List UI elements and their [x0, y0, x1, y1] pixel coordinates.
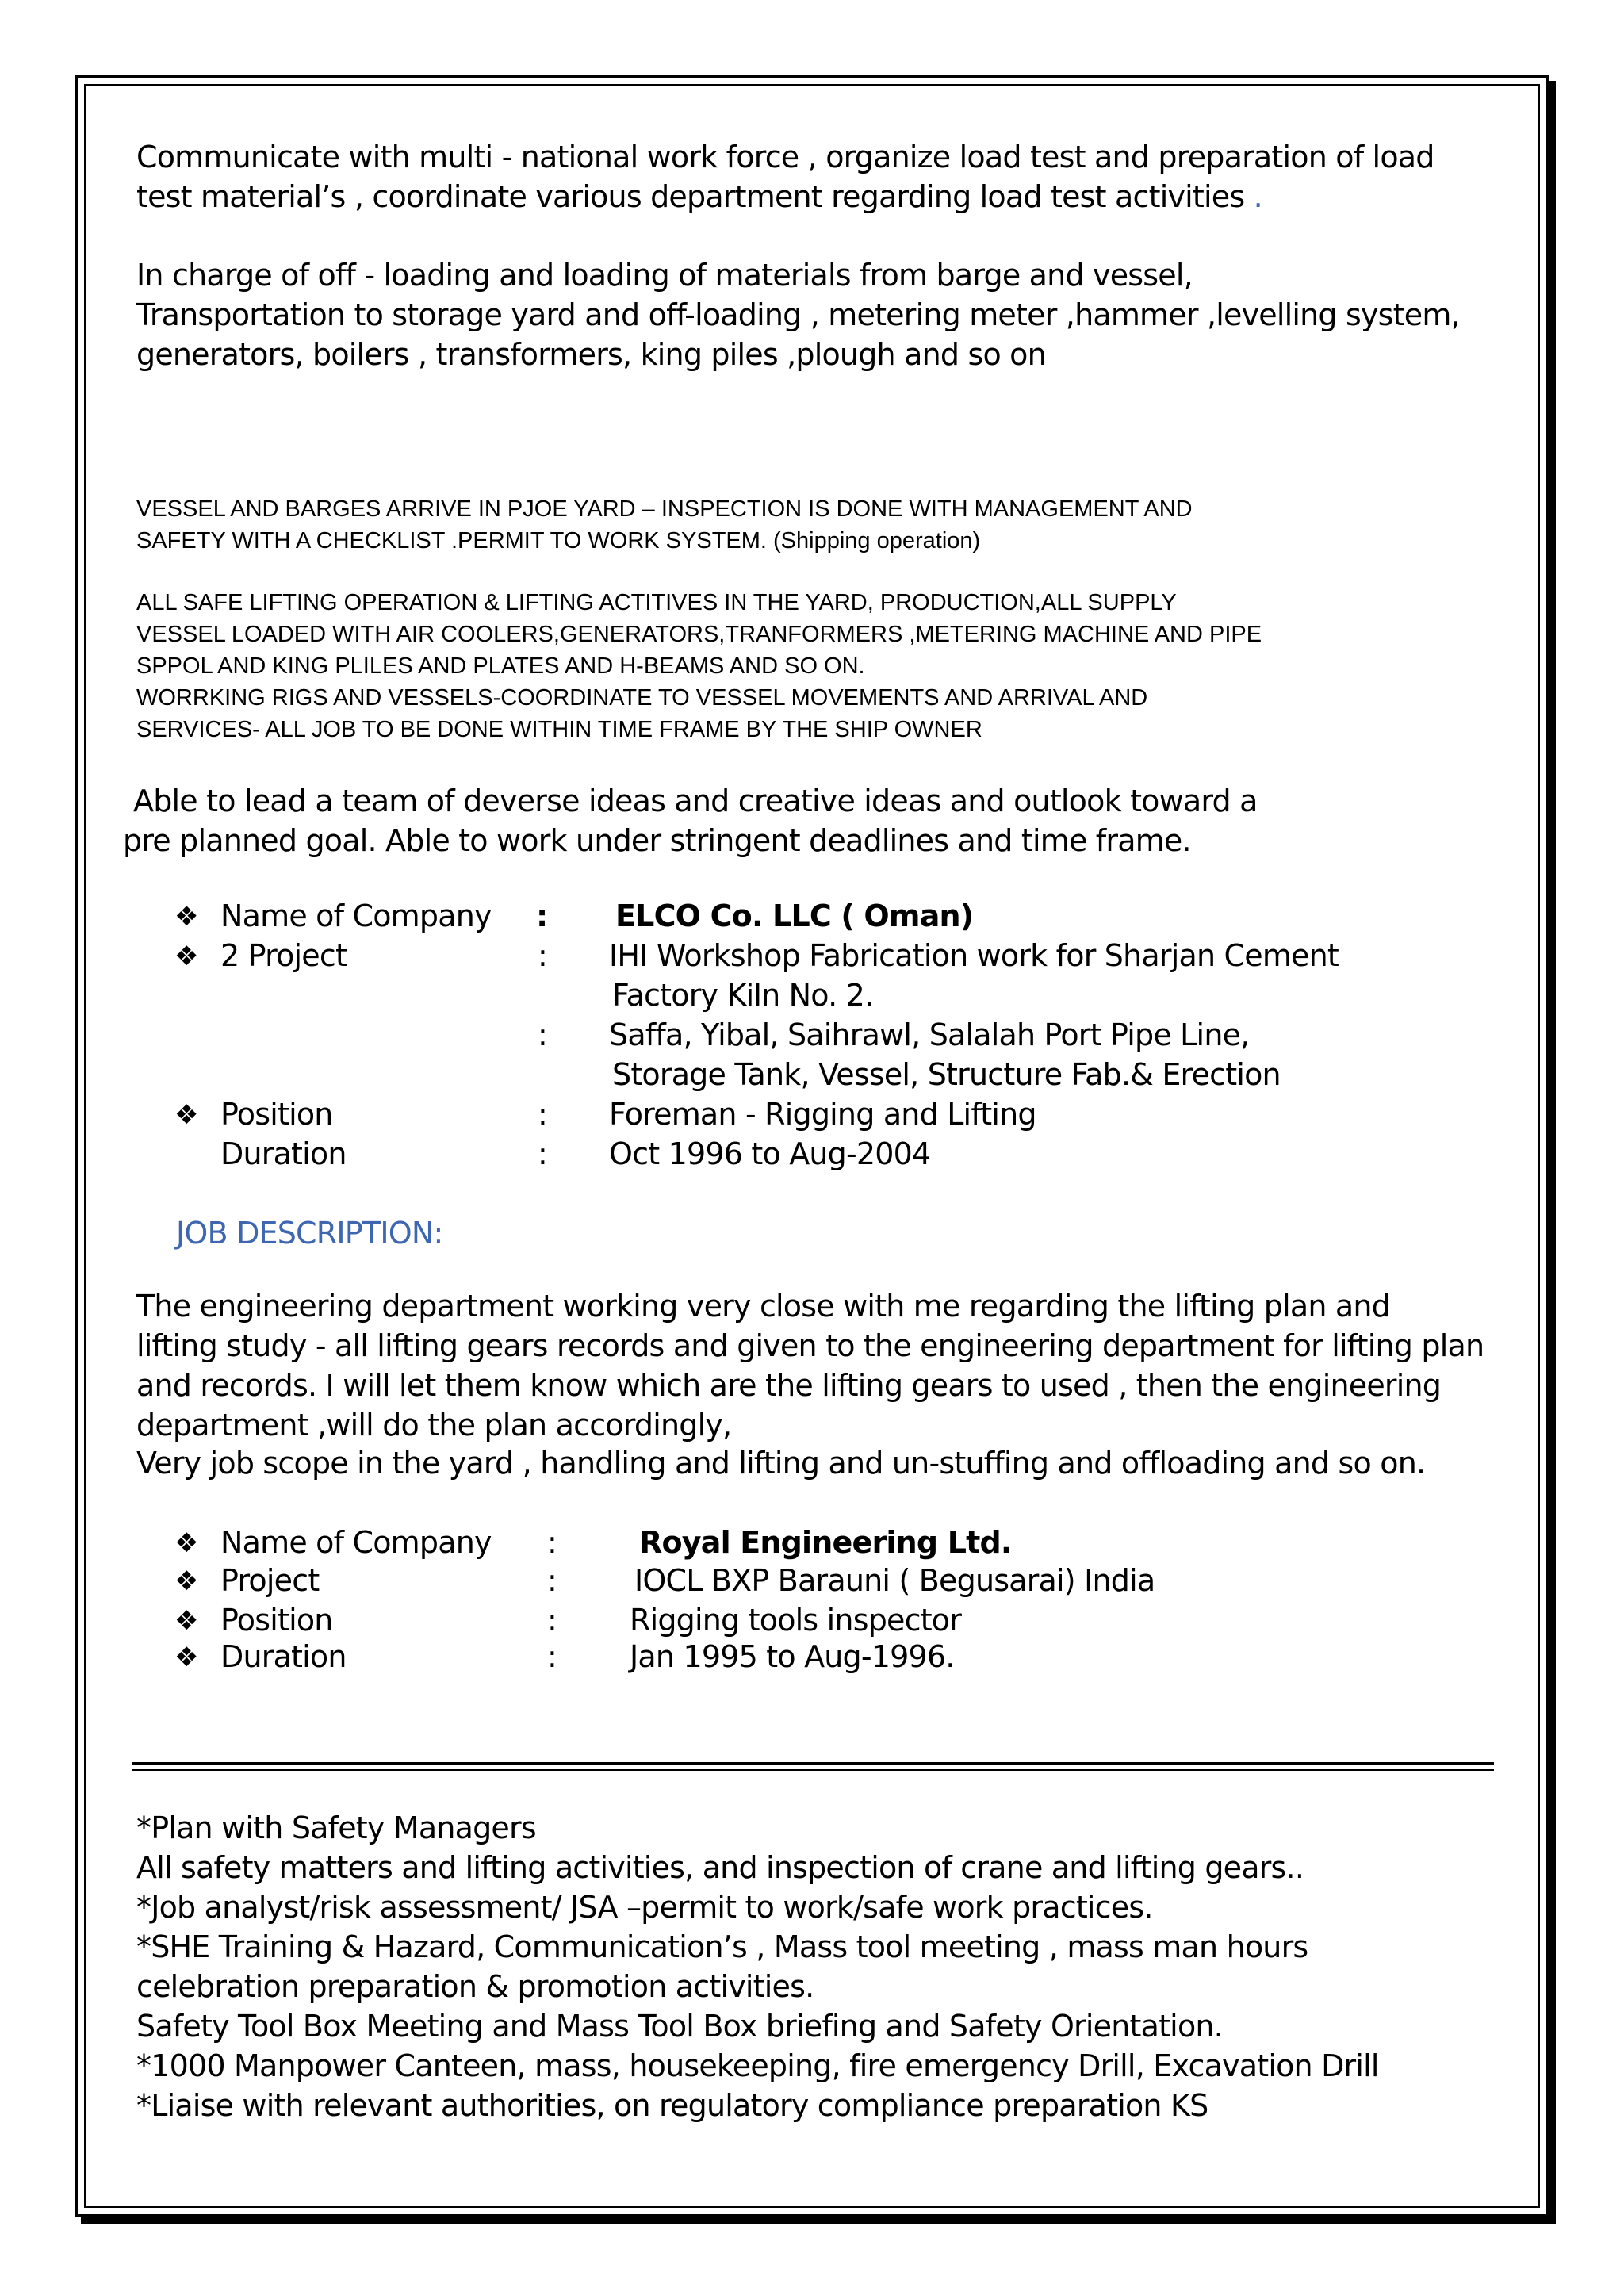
- job1-duration-colon: :: [538, 1136, 548, 1171]
- lead-line-2: pre planned goal. Able to work under stringent deadlines and time frame.: [123, 823, 1191, 858]
- caps-p1-line-2: SAFETY WITH A CHECKLIST .PERMIT TO WORK SYSTEM. (Shipping operation): [136, 528, 981, 554]
- job1-project-colon-2: :: [538, 1017, 548, 1052]
- job-description-line-1: The engineering department working very close with me regarding the lifting plan and: [136, 1289, 1390, 1324]
- safety-line-1: *Plan with Safety Managers: [136, 1810, 536, 1845]
- intro-line-1: Communicate with multi - national work force , organize load test and preparation of load: [136, 140, 1434, 174]
- job-description-heading: JOB DESCRIPTION:: [176, 1216, 443, 1251]
- caps-p2-line-3: SPPOL AND KING PLILES AND PLATES AND H-BEAMS AND SO ON.: [136, 653, 865, 679]
- intro-line-2-dot: .: [1253, 179, 1262, 214]
- job1-position-colon: :: [538, 1097, 548, 1132]
- section-divider-thin: [132, 1769, 1494, 1771]
- job2-position-value: Rigging tools inspector: [630, 1603, 962, 1638]
- bullet-icon: ❖: [174, 1605, 199, 1637]
- safety-line-5: celebration preparation & promotion activities.: [136, 1969, 814, 2004]
- job2-duration-colon: :: [547, 1639, 557, 1674]
- intro-line-2: test material’s , coordinate various department regarding load test activities .: [136, 179, 1262, 214]
- job2-duration-value: Jan 1995 to Aug-1996.: [630, 1639, 955, 1674]
- safety-line-2: All safety matters and lifting activities, and inspection of crane and lifting gears..: [136, 1850, 1304, 1885]
- job2-project-label: Project: [220, 1563, 320, 1598]
- bullet-icon: ❖: [174, 941, 199, 972]
- job1-project-value-3: Saffa, Yibal, Saihrawl, Salalah Port Pipe Line,: [609, 1017, 1250, 1052]
- job-description-line-4: department ,will do the plan accordingly,: [136, 1408, 732, 1443]
- section-divider: [132, 1762, 1494, 1765]
- bullet-icon: ❖: [174, 1527, 199, 1559]
- caps-p2-line-4: WORRKING RIGS AND VESSELS-COORDINATE TO VESSEL MOVEMENTS AND ARRIVAL AND: [136, 685, 1148, 711]
- job2-position-label: Position: [220, 1603, 333, 1638]
- job2-position-colon: :: [547, 1603, 557, 1638]
- intro-line-5: generators, boilers , transformers, king piles ,plough and so on: [136, 337, 1046, 372]
- job1-project-label: 2 Project: [220, 938, 347, 973]
- job2-company-colon: :: [547, 1525, 557, 1560]
- safety-line-8: *Liaise with relevant authorities, on regulatory compliance preparation KS: [136, 2088, 1208, 2123]
- job1-position-value: Foreman - Rigging and Lifting: [609, 1097, 1036, 1132]
- job2-company-label: Name of Company: [220, 1525, 492, 1560]
- caps-p2-line-1: ALL SAFE LIFTING OPERATION & LIFTING ACTITIVES IN THE YARD, PRODUCTION,ALL SUPPLY: [136, 590, 1177, 615]
- job1-duration-value: Oct 1996 to Aug-2004: [609, 1136, 931, 1171]
- safety-line-7: *1000 Manpower Canteen, mass, housekeeping, fire emergency Drill, Excavation Drill: [136, 2048, 1379, 2083]
- bullet-icon: ❖: [174, 901, 199, 933]
- bullet-icon: ❖: [174, 1565, 199, 1597]
- job2-project-colon: :: [547, 1563, 557, 1598]
- caps-p1-line-1: VESSEL AND BARGES ARRIVE IN PJOE YARD – INSPECTION IS DONE WITH MANAGEMENT AND: [136, 496, 1193, 522]
- safety-line-6: Safety Tool Box Meeting and Mass Tool Box briefing and Safety Orientation.: [136, 2009, 1223, 2044]
- job-description-line-3: and records. I will let them know which are the lifting gears to used , then the engineering: [136, 1368, 1442, 1403]
- job2-project-value: IOCL BXP Barauni ( Begusarai) India: [634, 1563, 1155, 1598]
- caps-p2-line-2: VESSEL LOADED WITH AIR COOLERS,GENERATORS,TRANFORMERS ,METERING MACHINE AND PIPE: [136, 622, 1262, 647]
- job-description-line-2: lifting study - all lifting gears records and given to the engineering department for lifting plan: [136, 1328, 1484, 1363]
- safety-line-4: *SHE Training & Hazard, Communication’s , Mass tool meeting , mass man hours: [136, 1929, 1308, 1964]
- caps-p2-line-5: SERVICES- ALL JOB TO BE DONE WITHIN TIME FRAME BY THE SHIP OWNER: [136, 717, 982, 742]
- job1-company-label: Name of Company: [220, 898, 492, 933]
- intro-line-3: In charge of off - loading and loading of materials from barge and vessel,: [136, 258, 1193, 293]
- job1-project-colon: :: [538, 938, 548, 973]
- job1-project-value-1: IHI Workshop Fabrication work for Sharjan Cement: [609, 938, 1339, 973]
- safety-line-3: *Job analyst/risk assessment/ JSA –permit to work/safe work practices.: [136, 1890, 1153, 1925]
- job1-company-colon: :: [536, 898, 548, 933]
- job1-company-value: ELCO Co. LLC ( Oman): [615, 898, 974, 933]
- lead-line-1: Able to lead a team of deverse ideas and creative ideas and outlook toward a: [133, 784, 1258, 818]
- job2-company-value: Royal Engineering Ltd.: [639, 1525, 1012, 1560]
- intro-line-4: Transportation to storage yard and off-loading , metering meter ,hammer ,levelling system,: [136, 297, 1460, 332]
- job1-position-label: Position: [220, 1097, 333, 1132]
- bullet-icon: ❖: [174, 1642, 199, 1673]
- job-description-line-5: Very job scope in the yard , handling and lifting and un-stuffing and offloading and so on.: [136, 1446, 1426, 1481]
- job1-project-value-2: Factory Kiln No. 2.: [612, 978, 874, 1013]
- bullet-icon: ❖: [174, 1099, 199, 1131]
- job1-duration-label: Duration: [220, 1136, 347, 1171]
- job2-duration-label: Duration: [220, 1639, 347, 1674]
- job1-project-value-4: Storage Tank, Vessel, Structure Fab.& Erection: [612, 1057, 1281, 1092]
